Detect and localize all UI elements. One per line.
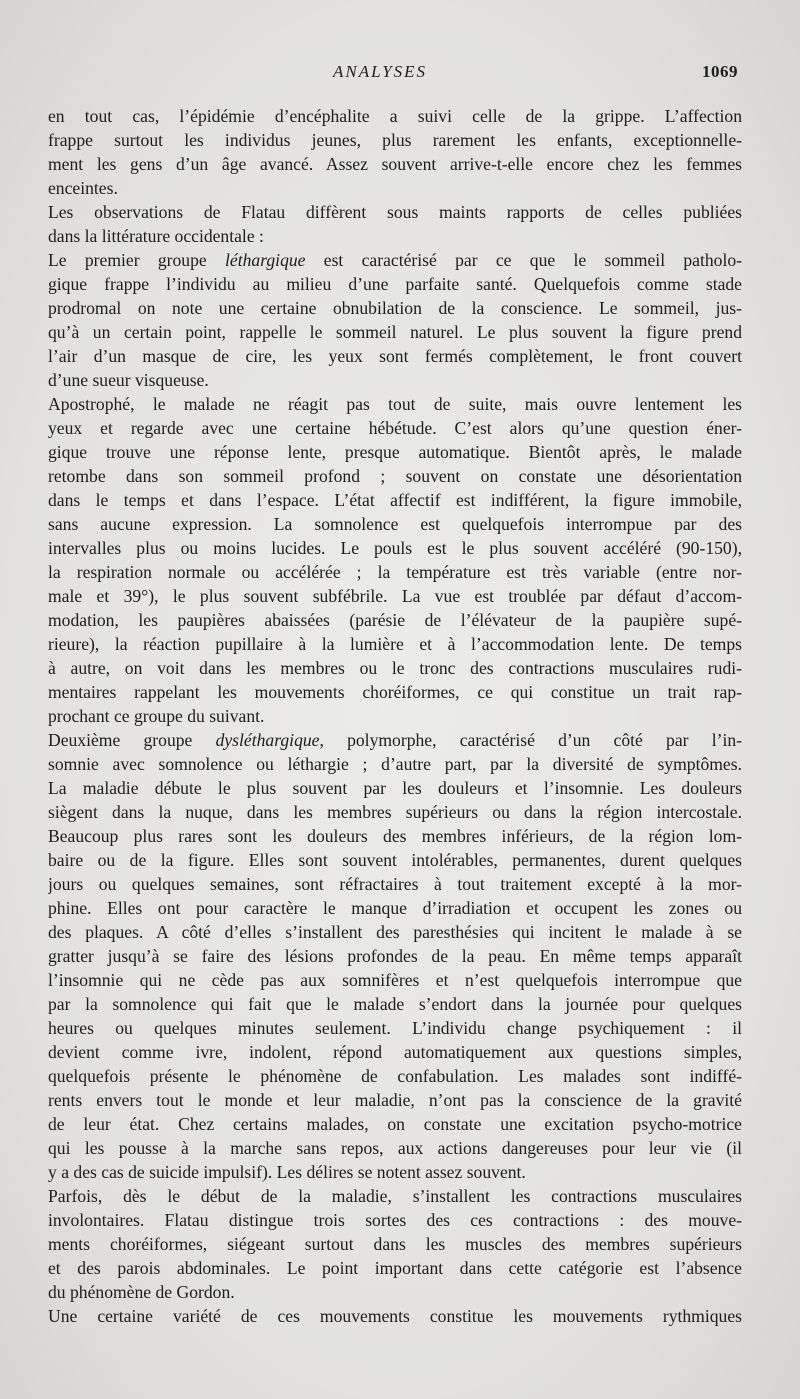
text-line: la respiration normale ou accélérée ; la température est très variable (entre nor- [48, 562, 742, 582]
text-line: de leur état. Chez certains malades, on constate une excitation psycho-motrice [48, 1114, 742, 1134]
text-line: heures ou quelques minutes seulement. L’individu change psychiquement : il [48, 1018, 742, 1038]
text-line: modation, les paupières abaissées (parésie de l’élévateur de la paupière supé- [48, 610, 742, 630]
text-line: quelquefois présente le phénomène de confabulation. Les malades sont indiffé- [48, 1066, 742, 1086]
text-line: retombe dans son sommeil profond ; souvent on constate une désorientation [48, 466, 742, 486]
text-line: male et 39°), le plus souvent subfébrile. La vue est troublée par défaut d’accom- [48, 586, 742, 606]
text-line: siègent dans la nuque, dans les membres supérieurs ou dans la région intercostale. [48, 802, 742, 822]
text-line: jours ou quelques semaines, sont réfractaires à tout traitement excepté à la mor- [48, 874, 742, 894]
text-line: somnie avec somnolence ou léthargie ; d’autre part, par la diversité de symptômes. [48, 754, 742, 774]
text-line: ments choréiformes, siégeant surtout dans les muscles des membres supérieurs [48, 1234, 742, 1254]
running-title: ANALYSES [332, 62, 428, 81]
text-line: gique frappe l’individu au milieu d’une parfaite santé. Quelquefois comme stade [48, 274, 742, 294]
text-line: sans aucune expression. La somnolence est quelquefois interrompue par des [48, 514, 742, 534]
text-line: et des parois abdominales. Le point important dans cette catégorie est l’absence [48, 1258, 742, 1278]
text-line: gique trouve une réponse lente, presque automatique. Bientôt après, le malade [48, 442, 742, 462]
text-line: d’une sueur visqueuse. [48, 370, 209, 390]
text-line: involontaires. Flatau distingue trois sortes des ces contractions : des mouve- [48, 1210, 742, 1230]
text-line: phine. Elles ont pour caractère le manque d’irradiation et occupent les zones ou [48, 898, 742, 918]
text-line: dans la littérature occidentale : [48, 226, 264, 246]
text-line: y a des cas de suicide impulsif). Les délires se notent assez souvent. [48, 1162, 526, 1182]
text-line: qu’à un certain point, rappelle le sommeil naturel. Le plus souvent la figure prend [48, 322, 742, 342]
text-line: du phénomène de Gordon. [48, 1282, 235, 1302]
text-line: en tout cas, l’épidémie d’encéphalite a suivi celle de la grippe. L’affection [48, 106, 742, 126]
text-line: rents envers tout le monde et leur maladie, n’ont pas la conscience de la gravité [48, 1090, 742, 1110]
text-line: Une certaine variété de ces mouvements constitue les mouvements rythmiques [48, 1306, 742, 1326]
text-line: rieure), la réaction pupillaire à la lumière et à l’accommodation lente. De temps [48, 634, 742, 654]
text-line: par la somnolence qui fait que le malade s’endort dans la journée pour quelques [48, 994, 742, 1014]
body-text [48, 104, 742, 1328]
text-line: Deuxième groupe dysléthargique, polymorphe, caractérisé d’un côté par l’in- [48, 730, 742, 750]
text-line: baire ou de la figure. Elles sont souvent intolérables, permanentes, durent quelques [48, 850, 742, 870]
running-head [0, 62, 800, 86]
page-number: 1069 [702, 62, 738, 81]
text-line: ment les gens d’un âge avancé. Assez souvent arrive-t-elle encore chez les femmes [48, 154, 742, 174]
text-line: prochant ce groupe du suivant. [48, 706, 265, 726]
text-line: yeux et regarde avec une certaine hébétude. C’est alors qu’une question éner- [48, 418, 742, 438]
text-line: dans le temps et dans l’espace. L’état affectif est indifférent, la figure immobile, [48, 490, 742, 510]
text-line: devient comme ivre, indolent, répond automatiquement aux questions simples, [48, 1042, 742, 1062]
text-line: à autre, on voit dans les membres ou le tronc des contractions musculaires rudi- [48, 658, 742, 678]
text-line: l’insomnie qui ne cède pas aux somnifères et n’est quelquefois interrompue que [48, 970, 742, 990]
text-line: gratter jusqu’à se faire des lésions profondes de la peau. En même temps apparaît [48, 946, 742, 966]
text-line: Apostrophé, le malade ne réagit pas tout de suite, mais ouvre lentement les [48, 394, 742, 414]
text-line: l’air d’un masque de cire, les yeux sont fermés complètement, le front couvert [48, 346, 742, 366]
text-line: Les observations de Flatau diffèrent sous maints rapports de celles publiées [48, 202, 742, 222]
text-line: Parfois, dès le début de la maladie, s’installent les contractions musculaires [48, 1186, 742, 1206]
text-line: intervalles plus ou moins lucides. Le pouls est le plus souvent accéléré (90-150), [48, 538, 742, 558]
text-line: Beaucoup plus rares sont les douleurs des membres inférieurs, de la région lom- [48, 826, 742, 846]
text-line: enceintes. [48, 178, 118, 198]
text-line: La maladie débute le plus souvent par les douleurs et l’insomnie. Les douleurs [48, 778, 742, 798]
text-line: Le premier groupe léthargique est caractérisé par ce que le sommeil patholo- [48, 250, 742, 270]
text-line: prodromal on note une certaine obnubilation de la conscience. Le sommeil, jus- [48, 298, 742, 318]
text-line: frappe surtout les individus jeunes, plus rarement les enfants, exceptionnelle- [48, 130, 742, 150]
text-line: qui les pousse à la marche sans repos, aux actions dangereuses pour leur vie (il [48, 1138, 742, 1158]
text-line: mentaires rappelant les mouvements choréiformes, ce qui constitue un trait rap- [48, 682, 742, 702]
text-line: des plaques. A côté d’elles s’installent des paresthésies qui incitent le malade à se [48, 922, 742, 942]
